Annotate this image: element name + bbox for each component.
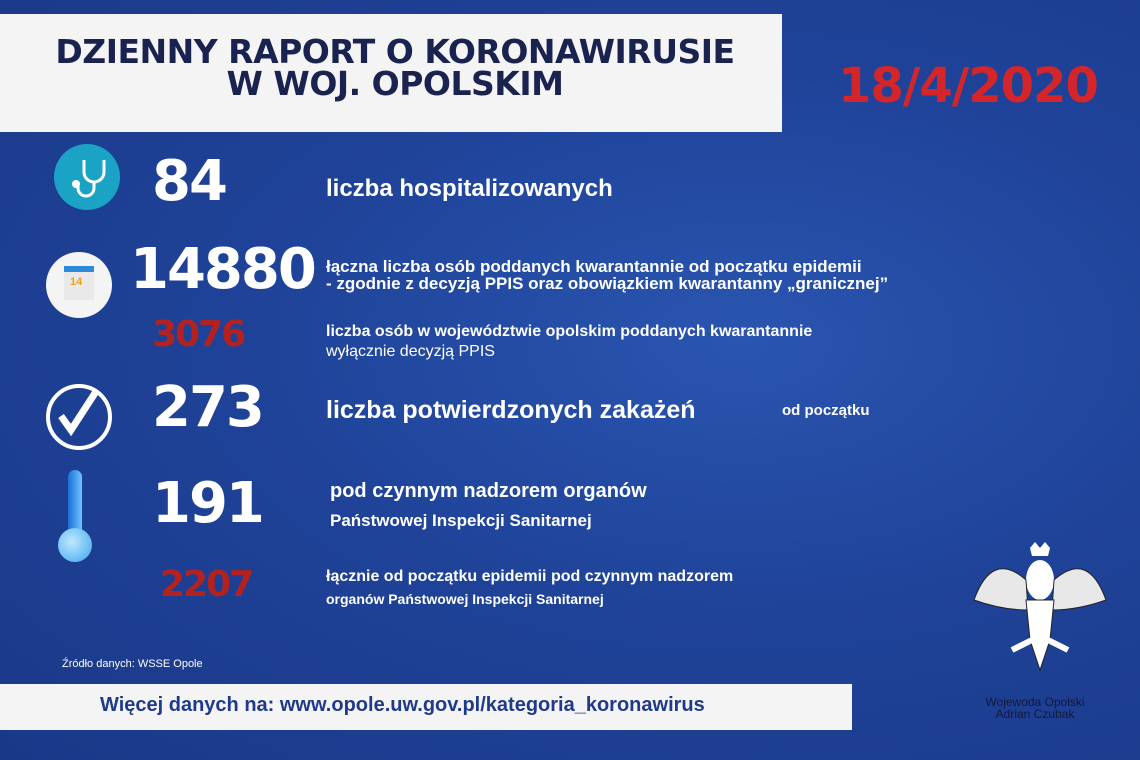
hospitalized-label: liczba hospitalizowanych (326, 175, 613, 202)
label-line: łączna liczba osób poddanych kwarantannie od początku epidemii (326, 257, 862, 276)
supervision-label (330, 476, 647, 536)
stethoscope-icon (54, 144, 120, 210)
thermometer-icon (56, 470, 100, 566)
more-data-link[interactable]: Więcej danych na: www.opole.uw.gov.pl/kategoria_koronawirus (100, 694, 705, 716)
signature-line: Adrian Czubak (995, 707, 1075, 721)
label-line: organów Państwowej Inspekcji Sanitarnej (326, 591, 604, 607)
signature (960, 696, 1110, 720)
supervision-total-value: 2207 (160, 564, 253, 605)
label-line: - zgodnie z decyzją PPIS oraz obowiązkiem kwarantanny „granicznej” (326, 274, 889, 293)
supervision-value: 191 (152, 471, 263, 536)
title-line-1: DZIENNY RAPORT O KORONAWIRUSIE (55, 32, 735, 71)
label-line: łącznie od początku epidemii pod czynnym nadzorem (326, 568, 734, 585)
supervision-total-label (326, 566, 733, 610)
quarantine-ppis-value: 3076 (152, 314, 245, 355)
page-title (0, 32, 790, 103)
checkmark-icon (46, 384, 112, 450)
report-date: 18/4/2020 (838, 58, 1098, 114)
confirmed-label: liczba potwierdzonych zakażeń (326, 396, 696, 424)
label-line: Państwowej Inspekcji Sanitarnej (330, 511, 592, 530)
quarantine-ppis-label (326, 322, 812, 362)
label-line: wyłącznie decyzją PPIS (326, 343, 495, 360)
calendar-day: 14 (70, 276, 83, 288)
quarantine-total-label (326, 258, 888, 292)
quarantine-total-value: 14880 (130, 237, 315, 302)
polish-eagle-emblem (972, 540, 1108, 690)
label-line: pod czynnym nadzorem organów (330, 480, 647, 502)
data-source: Źródło danych: WSSE Opole (62, 658, 203, 670)
label-line: liczba osób w województwie opolskim poddanych kwarantannie (326, 323, 813, 340)
signature-line: Wojewoda Opolski (985, 695, 1085, 709)
confirmed-suffix: od początku (782, 402, 870, 419)
hospitalized-value: 84 (152, 149, 226, 214)
title-line-2: W WOJ. OPOLSKIM (226, 64, 564, 103)
confirmed-value: 273 (152, 375, 263, 440)
calendar-icon (46, 252, 112, 318)
